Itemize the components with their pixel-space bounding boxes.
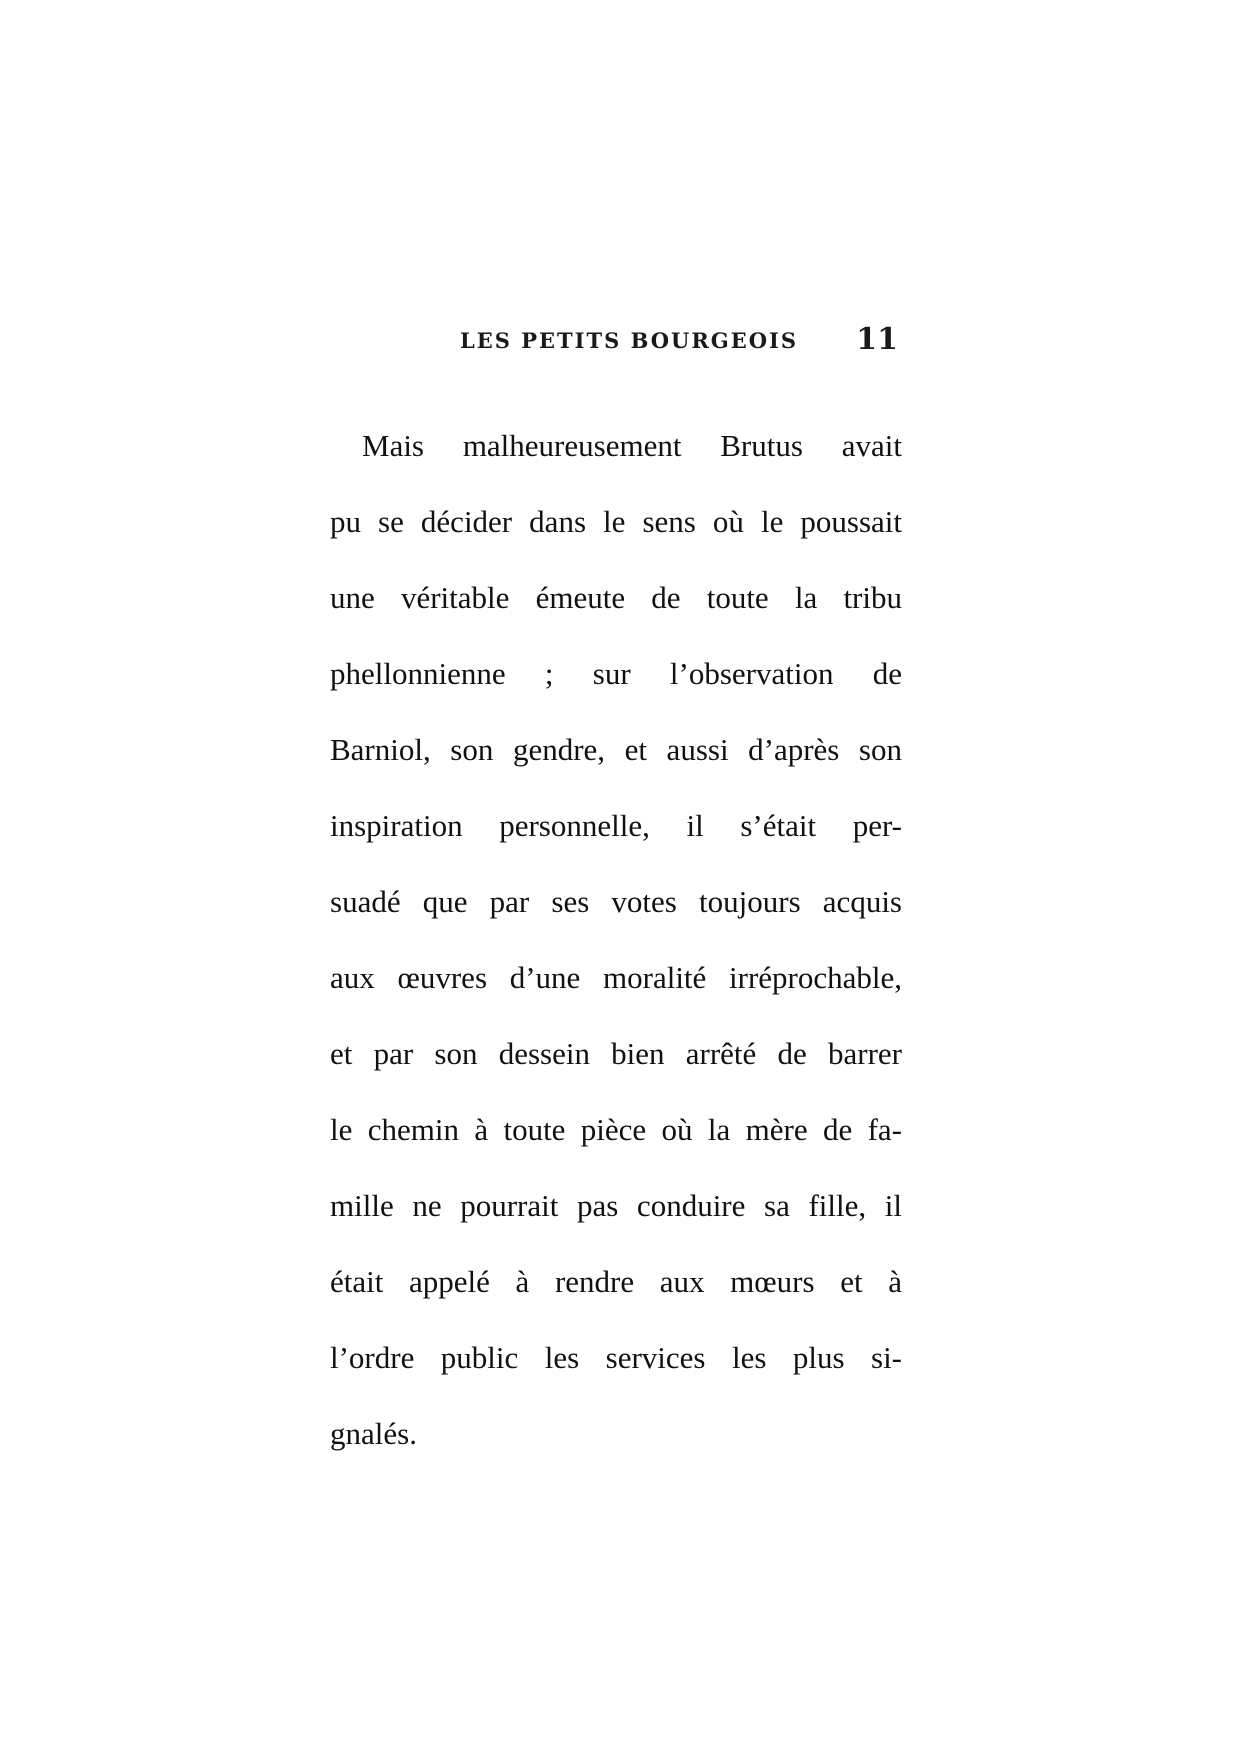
text-line: aux œuvres d’une moralité irréprochable, — [330, 960, 902, 995]
text-line: le chemin à toute pièce où la mère de fa- — [330, 1112, 902, 1147]
text-line: pu se décider dans le sens où le poussait — [330, 504, 902, 539]
running-title: LES PETITS BOURGEOIS — [460, 328, 799, 353]
text-line: était appelé à rendre aux mœurs et à — [330, 1264, 902, 1299]
page-number: 11 — [856, 322, 898, 357]
text-line: Mais malheureusement Brutus avait — [362, 428, 902, 463]
text-line: Barniol, son gendre, et aussi d’après son — [330, 732, 902, 767]
text-line: suadé que par ses votes toujours acquis — [330, 884, 902, 919]
running-head — [330, 322, 910, 362]
text-line: une véritable émeute de toute la tribu — [330, 580, 902, 615]
text-line: inspiration personnelle, il s’était per- — [330, 808, 902, 843]
text-line: et par son dessein bien arrêté de barrer — [330, 1036, 902, 1071]
text-line: gnalés. — [330, 1416, 417, 1451]
text-line: mille ne pourrait pas conduire sa fille, il — [330, 1188, 902, 1223]
text-line: l’ordre public les services les plus si- — [330, 1340, 902, 1375]
body-text — [330, 408, 902, 1472]
text-line: phellonnienne ; sur l’observation de — [330, 656, 902, 691]
